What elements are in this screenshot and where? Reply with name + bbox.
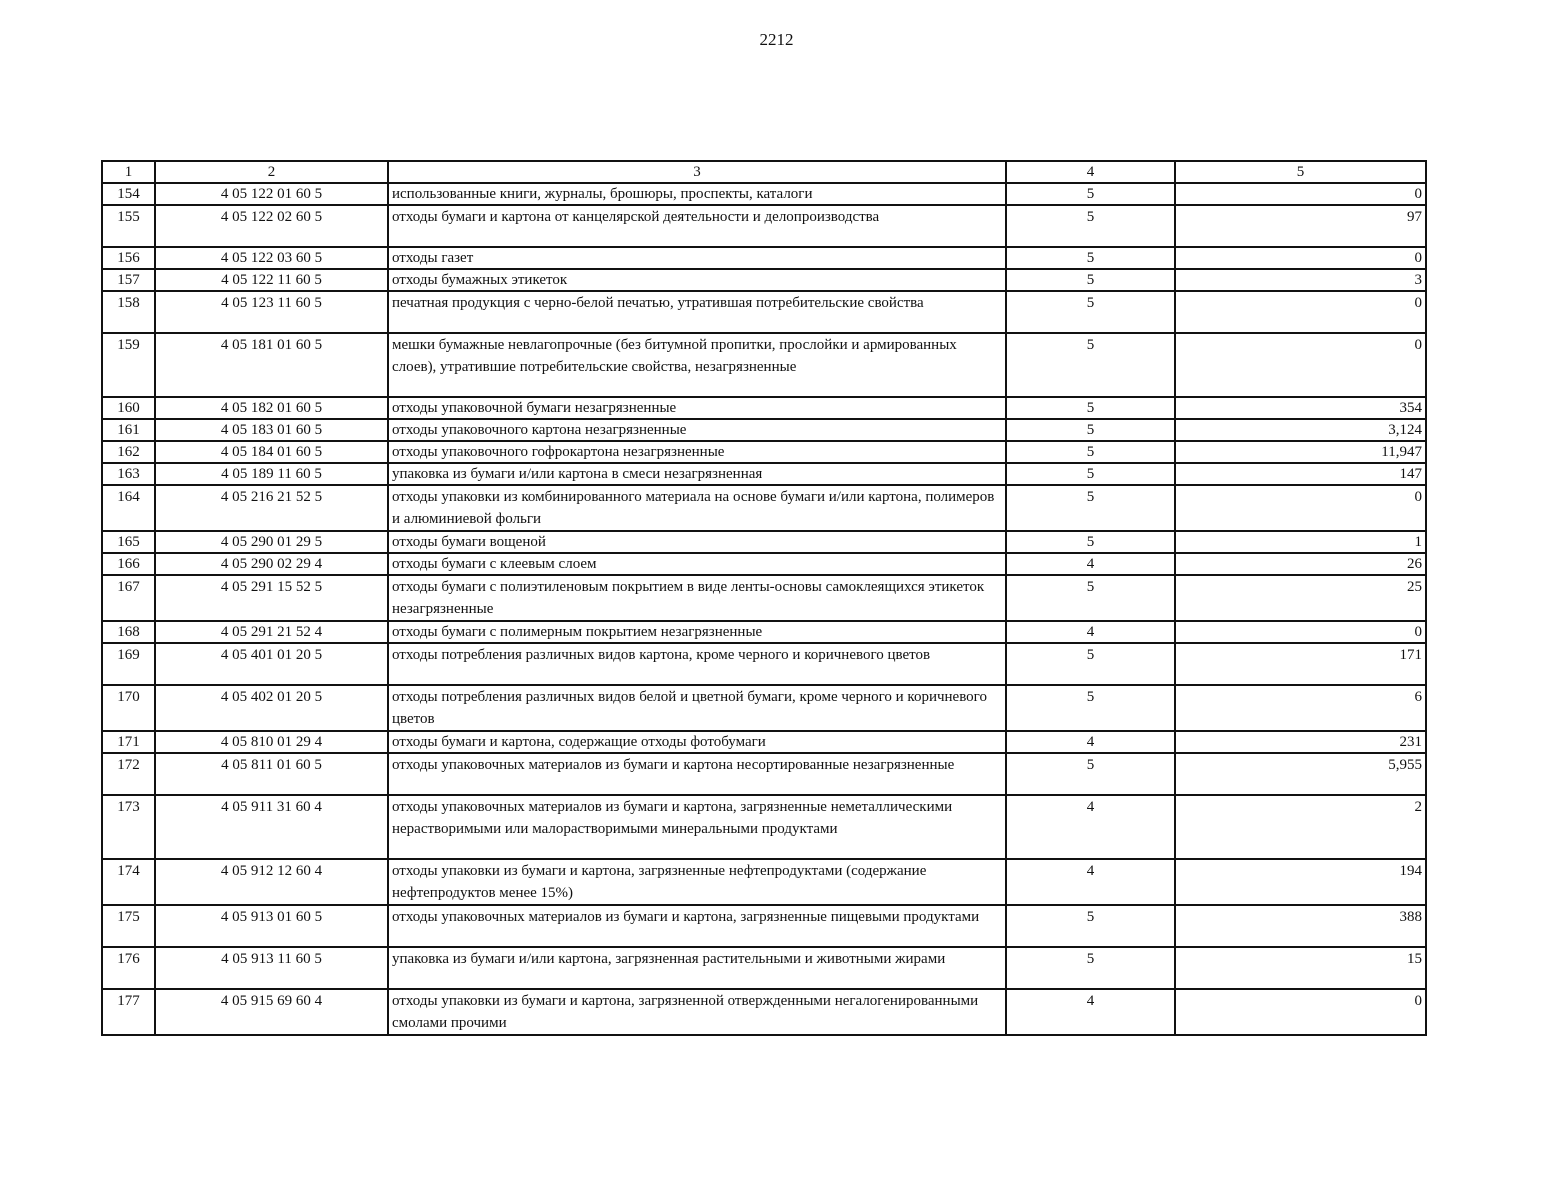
table-row: [102, 485, 1426, 531]
quantity-value: 231: [1175, 731, 1426, 753]
hazard-class: 5: [1006, 485, 1175, 531]
quantity-value: 3: [1175, 269, 1426, 291]
waste-name: отходы бумаги с полиэтиленовым покрытием в виде ленты-основы самоклеящихся этикеток незагрязненные: [388, 575, 1006, 621]
row-number: 166: [102, 553, 155, 575]
waste-name: отходы упаковки из бумаги и картона, загрязненной отвержденными негалогенированными смолами прочими: [388, 989, 1006, 1035]
header-col-5: 5: [1175, 161, 1426, 183]
hazard-class: 5: [1006, 753, 1175, 795]
waste-code: 4 05 290 02 29 4: [155, 553, 388, 575]
quantity-value: 388: [1175, 905, 1426, 947]
quantity-value: 0: [1175, 621, 1426, 643]
waste-code: 4 05 291 21 52 4: [155, 621, 388, 643]
row-number: 173: [102, 795, 155, 859]
waste-name: мешки бумажные невлагопрочные (без битумной пропитки, прослойки и армированных слоев), утратившие потребительские свойства, незагрязненные: [388, 333, 1006, 397]
row-number: 168: [102, 621, 155, 643]
waste-name: отходы упаковочных материалов из бумаги и картона, загрязненные пищевыми продуктами: [388, 905, 1006, 947]
table-row: [102, 269, 1426, 291]
hazard-class: 5: [1006, 397, 1175, 419]
quantity-value: 5,955: [1175, 753, 1426, 795]
waste-code: 4 05 810 01 29 4: [155, 731, 388, 753]
row-number: 176: [102, 947, 155, 989]
table-row: [102, 291, 1426, 333]
waste-code: 4 05 122 03 60 5: [155, 247, 388, 269]
row-number: 174: [102, 859, 155, 905]
waste-table: [101, 160, 1427, 1036]
quantity-value: 0: [1175, 333, 1426, 397]
row-number: 156: [102, 247, 155, 269]
quantity-value: 0: [1175, 291, 1426, 333]
hazard-class: 5: [1006, 463, 1175, 485]
row-number: 177: [102, 989, 155, 1035]
waste-name: отходы бумаги вощеной: [388, 531, 1006, 553]
hazard-class: 5: [1006, 247, 1175, 269]
row-number: 167: [102, 575, 155, 621]
row-number: 164: [102, 485, 155, 531]
row-number: 154: [102, 183, 155, 205]
waste-name: отходы упаковки из комбинированного материала на основе бумаги и/или картона, полимеров и алюминиевой фольги: [388, 485, 1006, 531]
row-number: 165: [102, 531, 155, 553]
hazard-class: 5: [1006, 905, 1175, 947]
table-body: [102, 161, 1426, 1035]
table-row: [102, 205, 1426, 247]
hazard-class: 5: [1006, 441, 1175, 463]
waste-code: 4 05 184 01 60 5: [155, 441, 388, 463]
row-number: 161: [102, 419, 155, 441]
hazard-class: 5: [1006, 575, 1175, 621]
quantity-value: 171: [1175, 643, 1426, 685]
header-col-4: 4: [1006, 161, 1175, 183]
waste-name: отходы бумаги с клеевым слоем: [388, 553, 1006, 575]
header-col-2: 2: [155, 161, 388, 183]
quantity-value: 0: [1175, 247, 1426, 269]
waste-code: 4 05 291 15 52 5: [155, 575, 388, 621]
table-row: [102, 397, 1426, 419]
row-number: 171: [102, 731, 155, 753]
quantity-value: 26: [1175, 553, 1426, 575]
table-row: [102, 441, 1426, 463]
table-row: [102, 905, 1426, 947]
hazard-class: 5: [1006, 643, 1175, 685]
page-number: 2212: [759, 30, 794, 49]
row-number: 158: [102, 291, 155, 333]
waste-name: отходы упаковочного картона незагрязненные: [388, 419, 1006, 441]
quantity-value: 1: [1175, 531, 1426, 553]
row-number: 157: [102, 269, 155, 291]
quantity-value: 354: [1175, 397, 1426, 419]
hazard-class: 4: [1006, 553, 1175, 575]
waste-name: отходы бумаги с полимерным покрытием незагрязненные: [388, 621, 1006, 643]
waste-name: отходы потребления различных видов картона, кроме черного и коричневого цветов: [388, 643, 1006, 685]
quantity-value: 194: [1175, 859, 1426, 905]
waste-code: 4 05 216 21 52 5: [155, 485, 388, 531]
row-number: 175: [102, 905, 155, 947]
waste-code: 4 05 182 01 60 5: [155, 397, 388, 419]
table-row: [102, 553, 1426, 575]
quantity-value: 0: [1175, 989, 1426, 1035]
waste-name: использованные книги, журналы, брошюры, проспекты, каталоги: [388, 183, 1006, 205]
waste-code: 4 05 123 11 60 5: [155, 291, 388, 333]
table-row: [102, 621, 1426, 643]
hazard-class: 5: [1006, 531, 1175, 553]
table-row: [102, 575, 1426, 621]
table-row: [102, 333, 1426, 397]
table-row: [102, 947, 1426, 989]
waste-name: отходы бумаги и картона от канцелярской деятельности и делопроизводства: [388, 205, 1006, 247]
waste-code: 4 05 911 31 60 4: [155, 795, 388, 859]
table-row: [102, 731, 1426, 753]
row-number: 169: [102, 643, 155, 685]
waste-code: 4 05 122 01 60 5: [155, 183, 388, 205]
quantity-value: 3,124: [1175, 419, 1426, 441]
quantity-value: 15: [1175, 947, 1426, 989]
waste-name: отходы упаковочного гофрокартона незагрязненные: [388, 441, 1006, 463]
waste-code: 4 05 189 11 60 5: [155, 463, 388, 485]
hazard-class: 4: [1006, 859, 1175, 905]
waste-name: отходы газет: [388, 247, 1006, 269]
hazard-class: 4: [1006, 621, 1175, 643]
row-number: 170: [102, 685, 155, 731]
quantity-value: 25: [1175, 575, 1426, 621]
quantity-value: 147: [1175, 463, 1426, 485]
quantity-value: 2: [1175, 795, 1426, 859]
table-row: [102, 463, 1426, 485]
hazard-class: 5: [1006, 685, 1175, 731]
waste-name: отходы упаковки из бумаги и картона, загрязненные нефтепродуктами (содержание нефтепродуктов менее 15%): [388, 859, 1006, 905]
table-row: [102, 531, 1426, 553]
waste-code: 4 05 290 01 29 5: [155, 531, 388, 553]
waste-name: отходы упаковочной бумаги незагрязненные: [388, 397, 1006, 419]
row-number: 159: [102, 333, 155, 397]
table-row: [102, 859, 1426, 905]
waste-name: отходы потребления различных видов белой и цветной бумаги, кроме черного и коричневого цветов: [388, 685, 1006, 731]
waste-code: 4 05 402 01 20 5: [155, 685, 388, 731]
table-row: [102, 419, 1426, 441]
table-row: [102, 795, 1426, 859]
hazard-class: 5: [1006, 419, 1175, 441]
row-number: 172: [102, 753, 155, 795]
waste-code: 4 05 401 01 20 5: [155, 643, 388, 685]
waste-code: 4 05 122 11 60 5: [155, 269, 388, 291]
waste-code: 4 05 811 01 60 5: [155, 753, 388, 795]
hazard-class: 4: [1006, 731, 1175, 753]
waste-code: 4 05 183 01 60 5: [155, 419, 388, 441]
hazard-class: 5: [1006, 183, 1175, 205]
quantity-value: 0: [1175, 183, 1426, 205]
waste-name: упаковка из бумаги и/или картона, загрязненная растительными и животными жирами: [388, 947, 1006, 989]
hazard-class: 5: [1006, 205, 1175, 247]
waste-code: 4 05 181 01 60 5: [155, 333, 388, 397]
row-number: 160: [102, 397, 155, 419]
waste-name: отходы упаковочных материалов из бумаги и картона, загрязненные неметаллическими нерастворимыми или малорастворимыми минеральными продуктами: [388, 795, 1006, 859]
row-number: 163: [102, 463, 155, 485]
waste-name: отходы упаковочных материалов из бумаги и картона несортированные незагрязненные: [388, 753, 1006, 795]
hazard-class: 5: [1006, 947, 1175, 989]
hazard-class: 5: [1006, 333, 1175, 397]
quantity-value: 0: [1175, 485, 1426, 531]
table-row: [102, 247, 1426, 269]
waste-name: отходы бумаги и картона, содержащие отходы фотобумаги: [388, 731, 1006, 753]
header-col-1: 1: [102, 161, 155, 183]
waste-code: 4 05 915 69 60 4: [155, 989, 388, 1035]
waste-code: 4 05 122 02 60 5: [155, 205, 388, 247]
waste-name: печатная продукция с черно-белой печатью, утратившая потребительские свойства: [388, 291, 1006, 333]
quantity-value: 6: [1175, 685, 1426, 731]
hazard-class: 5: [1006, 291, 1175, 333]
table-row: [102, 989, 1426, 1035]
header-row: [102, 161, 1426, 183]
waste-name: отходы бумажных этикеток: [388, 269, 1006, 291]
header-col-3: 3: [388, 161, 1006, 183]
quantity-value: 97: [1175, 205, 1426, 247]
hazard-class: 5: [1006, 269, 1175, 291]
waste-code: 4 05 912 12 60 4: [155, 859, 388, 905]
hazard-class: 4: [1006, 795, 1175, 859]
hazard-class: 4: [1006, 989, 1175, 1035]
waste-code: 4 05 913 11 60 5: [155, 947, 388, 989]
table-row: [102, 643, 1426, 685]
row-number: 155: [102, 205, 155, 247]
row-number: 162: [102, 441, 155, 463]
table-row: [102, 183, 1426, 205]
waste-code: 4 05 913 01 60 5: [155, 905, 388, 947]
quantity-value: 11,947: [1175, 441, 1426, 463]
table-row: [102, 753, 1426, 795]
waste-name: упаковка из бумаги и/или картона в смеси незагрязненная: [388, 463, 1006, 485]
table-row: [102, 685, 1426, 731]
